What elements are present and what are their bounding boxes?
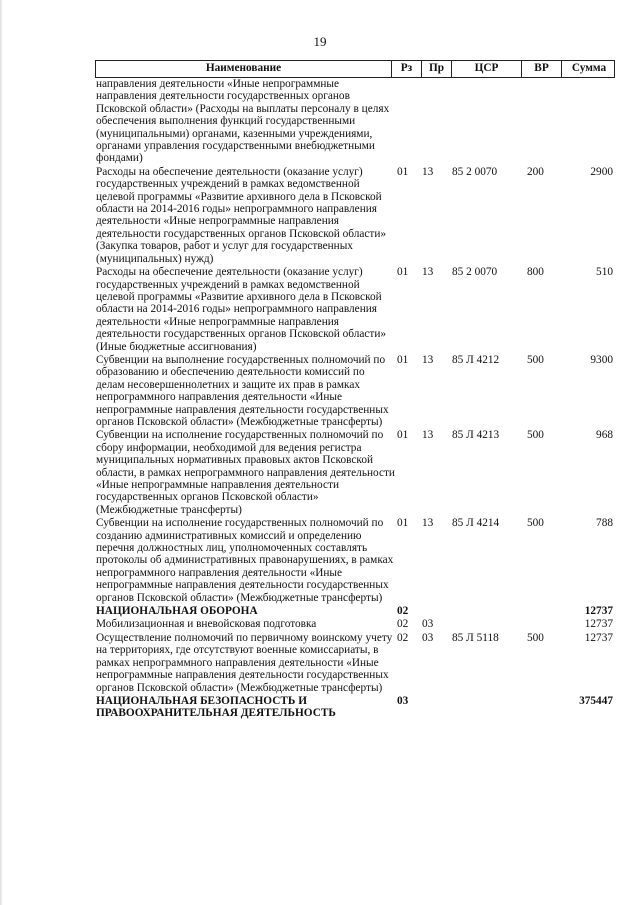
row-pr: 13: [422, 165, 434, 178]
table-row: [95, 695, 615, 720]
row-vr: 200: [527, 165, 544, 178]
row-name: Мобилизационная и вневойсковая подготовка: [96, 618, 317, 631]
table-row: [95, 429, 615, 516]
row-rz: 01: [397, 266, 409, 279]
header-sum: Сумма: [561, 61, 616, 77]
row-sum: 510: [596, 266, 613, 279]
table-row: [95, 605, 615, 617]
header-csr: ЦСР: [451, 61, 521, 77]
table-row: [95, 78, 615, 165]
row-sum: 788: [596, 517, 613, 530]
row-sum: 12737: [584, 605, 613, 618]
row-rz: 01: [397, 353, 409, 366]
row-pr: 13: [422, 353, 434, 366]
row-pr: 13: [422, 429, 434, 442]
row-name: Субвенции на выполнение государственных полномочий по образованию и обеспечению деятельности комиссий по делам несовершеннолетних и защите их прав в рамках непрограммного направления деятельности «Иные непрограммные направления деятельности государственных органов Псковской области» (Межбюджетные трансферты): [96, 353, 389, 428]
row-name: Субвенции на исполнение государственных полномочий по сбору информации, необходимой для ведения регистра муниципальных нормативных правовых актов Псковской области, в рамках непрограммного направления деятельности «Иные непрограммные направления деятельности государственных органов Псковской области» (Межбюджетные трансферты): [96, 429, 395, 516]
row-sum: 2900: [590, 165, 613, 178]
header-vr: ВР: [521, 61, 561, 77]
row-pr: 03: [422, 618, 434, 631]
row-name: Расходы на обеспечение деятельности (оказание услуг) государственных учреждений в рамках ведомственной целевой программы «Развитие архивного дела в Псковской области на 2014-2016 годы» непрограммного направления деятельности «Иные непрограммные направления деятельности государственных органов Псковской области» (Закупка товаров, работ и услуг для государственных (муниципальных) нужд): [96, 165, 387, 265]
row-name: Субвенции на исполнение государственных полномочий по созданию административных комиссий и определению перечня должностных лиц, уполномоченных составлять протоколы об административных правонарушениях, в рамках непрограммного направления деятельности «Иные непрограммные направления деятельности государственных органов Псковской области» (Межбюджетные трансферты): [96, 517, 394, 604]
row-csr: 85 2 0070: [452, 266, 498, 279]
row-csr: 85 Л 4214: [452, 517, 500, 530]
table-row: [95, 354, 615, 428]
page-number: 19: [313, 34, 327, 49]
row-sum: 12737: [584, 618, 613, 631]
row-name: Расходы на обеспечение деятельности (оказание услуг) государственных учреждений в рамках ведомственной целевой программы «Развитие архивного дела в Псковской области на 2014-2016 годы» непрограммного направления деятельности «Иные непрограммные направления деятельности государственных органов Псковской области» (Иные бюджетные ассигнования): [96, 266, 387, 353]
row-rz: 01: [397, 429, 409, 442]
row-vr: 500: [527, 429, 544, 442]
row-rz: 03: [397, 694, 409, 707]
row-sum: 9300: [590, 353, 613, 366]
row-vr: 800: [527, 266, 544, 279]
table-row: [95, 166, 615, 265]
budget-table: [95, 60, 615, 720]
row-name: НАЦИОНАЛЬНАЯ БЕЗОПАСНОСТЬ И ПРАВООХРАНИТЕЛЬНАЯ ДЕЯТЕЛЬНОСТЬ: [96, 694, 336, 720]
row-pr: 13: [422, 266, 434, 279]
row-rz: 02: [397, 605, 409, 618]
table-body: [95, 78, 615, 720]
row-rz: 01: [397, 165, 409, 178]
header-rz: Рз: [391, 61, 421, 77]
header-name: Наименование: [205, 62, 282, 74]
row-pr: 03: [422, 631, 434, 644]
table-header: [95, 60, 615, 78]
row-csr: 85 Л 5118: [452, 631, 499, 644]
table-row: [95, 517, 615, 604]
table-row: [95, 266, 615, 353]
header-pr: Пр: [421, 61, 451, 77]
row-vr: 500: [527, 517, 544, 530]
row-name: направления деятельности «Иные непрограммные направления деятельности государственных органов Псковской области» (Расходы на выплаты персоналу в целях обеспечения выполнения функций государственными (муниципальными) органами, казенными учреждениями, органами управления государственными внебюджетными фондами): [96, 78, 390, 165]
row-name: НАЦИОНАЛЬНАЯ ОБОРОНА: [96, 605, 258, 618]
table-row: [95, 618, 615, 630]
row-sum: 375447: [579, 694, 613, 707]
row-rz: 01: [397, 517, 409, 530]
row-csr: 85 2 0070: [452, 165, 498, 178]
row-pr: 13: [422, 517, 434, 530]
row-csr: 85 Л 4213: [452, 429, 500, 442]
scan-edge: [0, 0, 3, 905]
row-csr: 85 Л 4212: [452, 353, 500, 366]
row-sum: 968: [596, 429, 613, 442]
row-rz: 02: [397, 618, 409, 631]
row-sum: 12737: [584, 631, 613, 644]
table-row: [95, 632, 615, 694]
row-vr: 500: [527, 353, 544, 366]
row-name: Осуществление полномочий по первичному воинскому учету на территориях, где отсутствуют военные комиссариаты, в рамках непрограммного направления деятельности «Иные непрограммные направления деятельности государственных органов Псковской области» (Межбюджетные трансферты): [96, 631, 393, 694]
row-rz: 02: [397, 631, 409, 644]
row-vr: 500: [527, 631, 544, 644]
